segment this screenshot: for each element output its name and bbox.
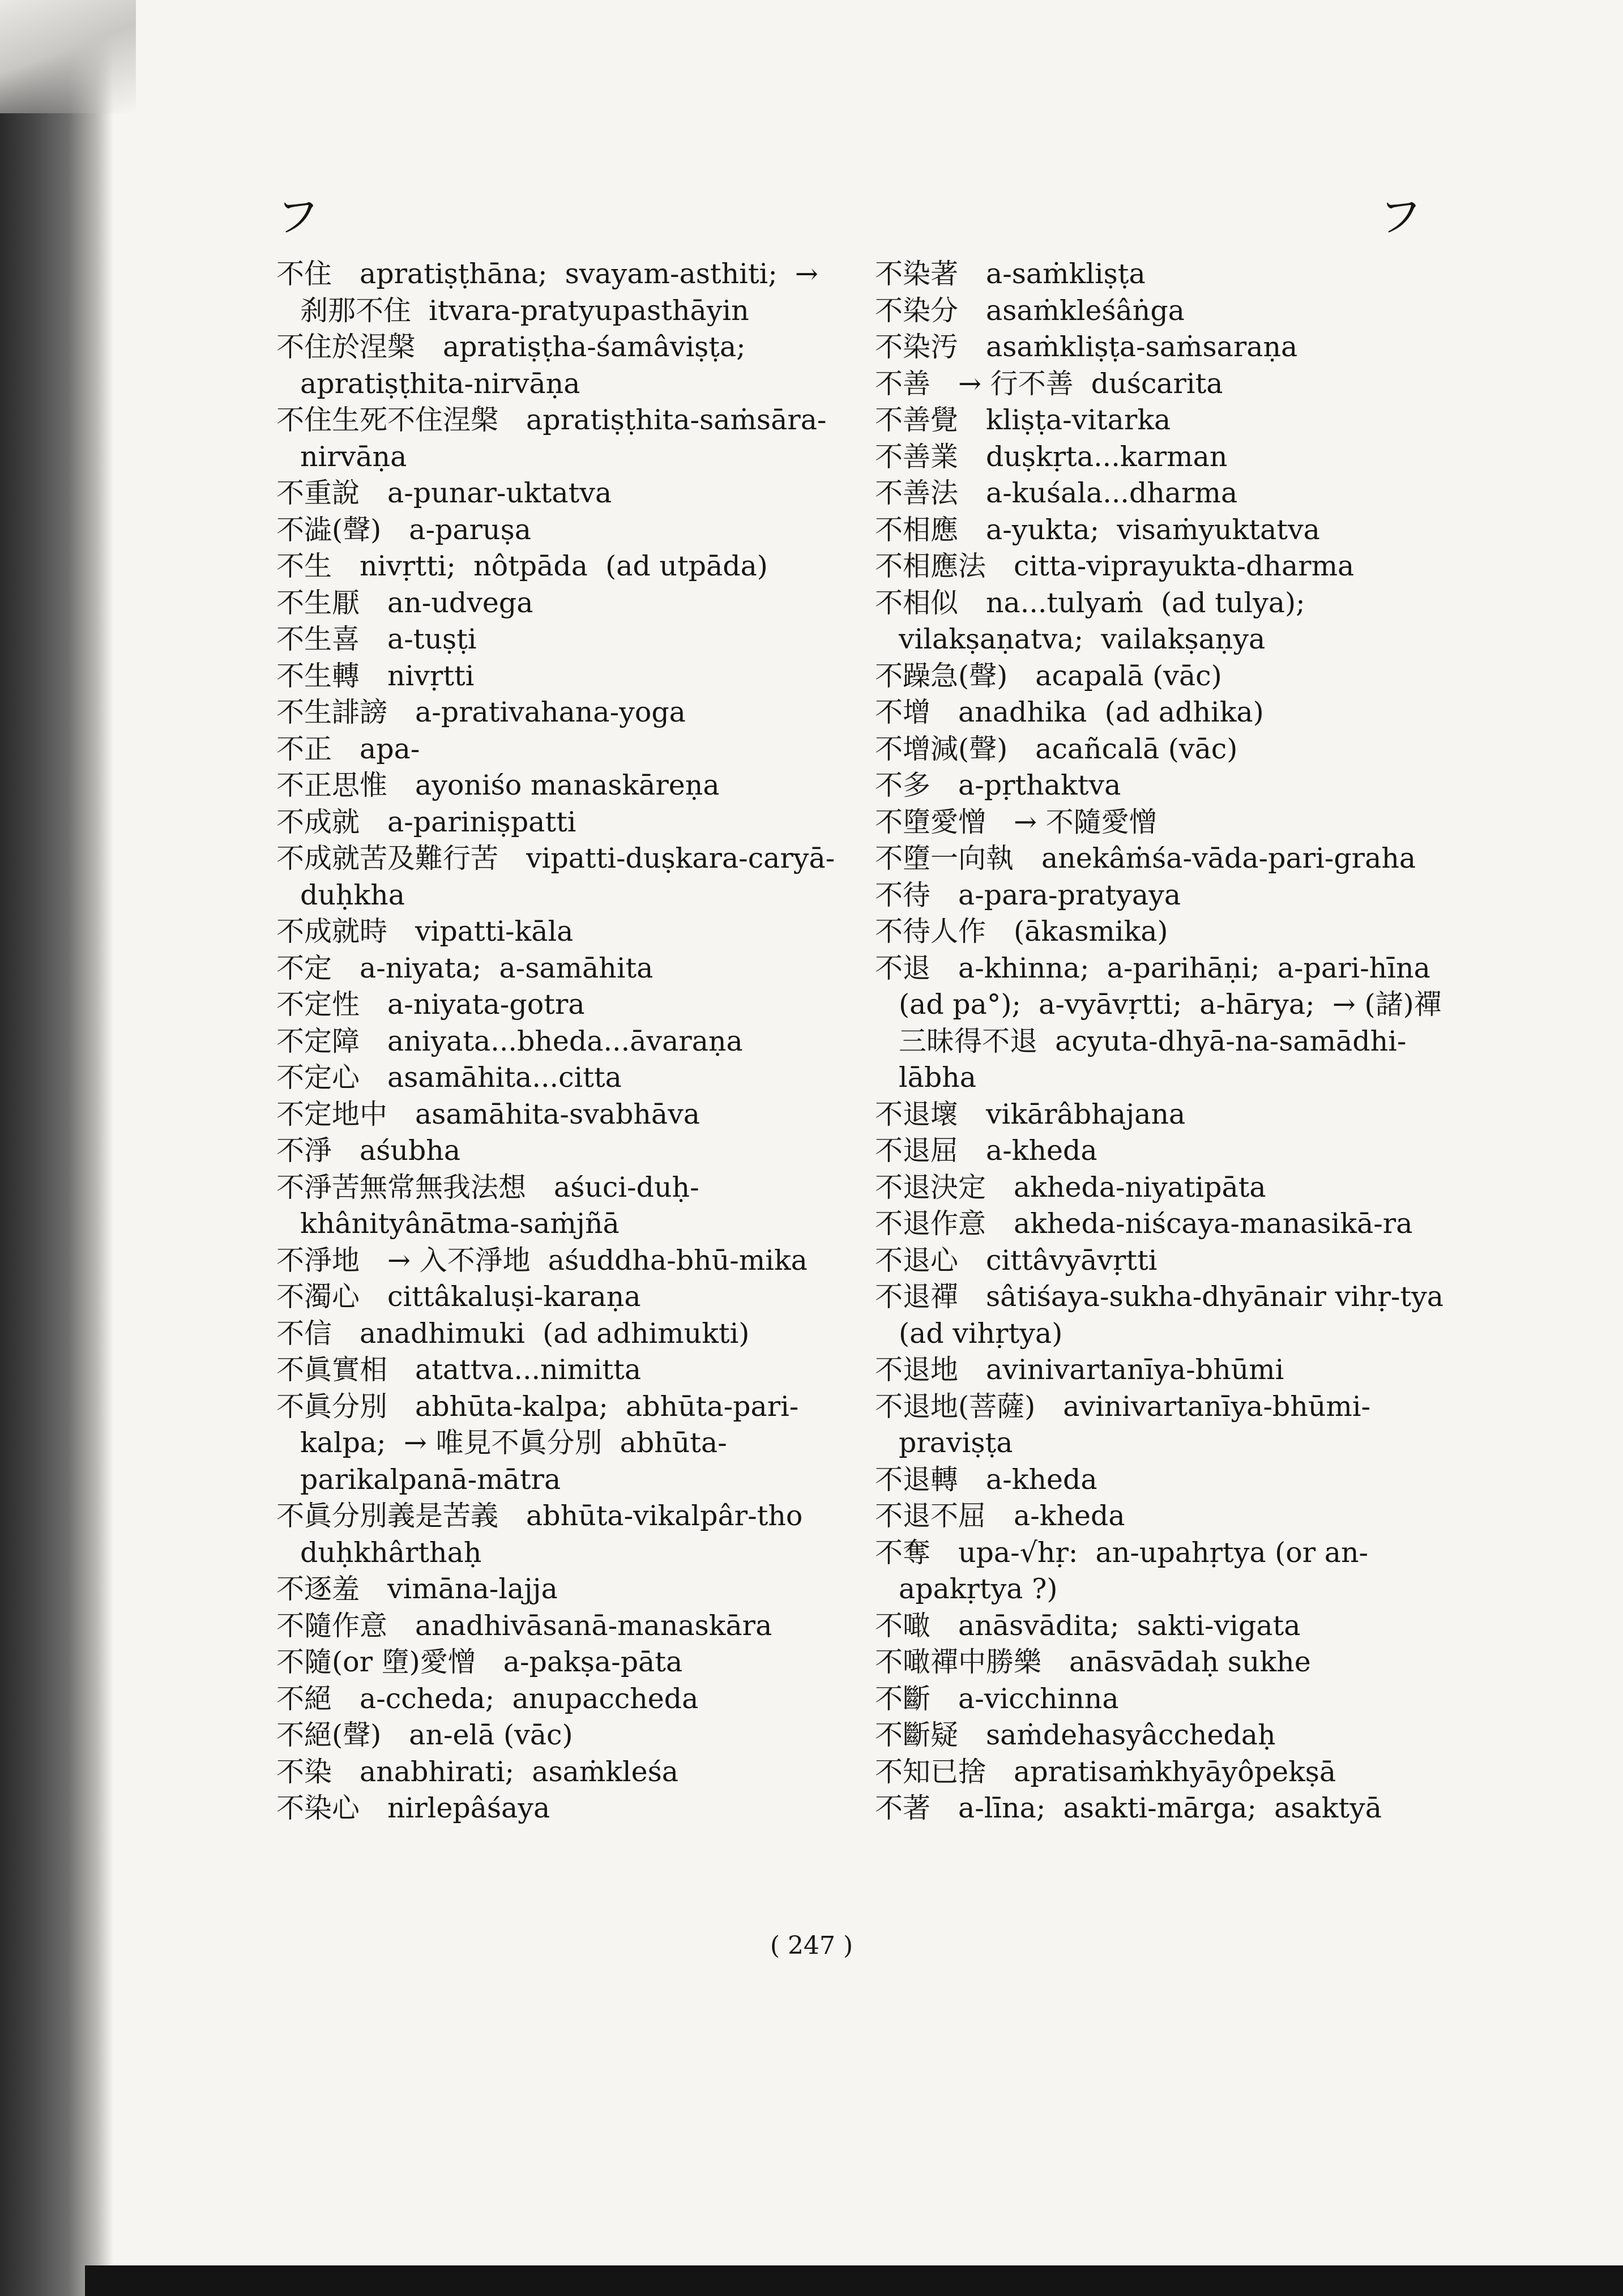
- dictionary-entry: 不生喜 a-tuṣṭi: [276, 623, 477, 655]
- dictionary-entry: 不澁(聲) a-paruṣa: [276, 513, 531, 546]
- dictionary-entry: 不退不屈 a-kheda: [875, 1500, 1125, 1532]
- dictionary-entry: 不生厭 an-udvega: [276, 586, 533, 619]
- dictionary-entry: 不退地 avinivartanīya-bhūmi: [875, 1354, 1284, 1386]
- right-column: [875, 256, 1453, 1827]
- dictionary-entry: 不定 a-niyata; a-samāhita: [276, 951, 654, 984]
- dictionary-entry: 不定障 aniyata...bheda...āvaraṇa: [276, 1025, 743, 1057]
- scan-corner-highlight: [0, 0, 136, 113]
- dictionary-entry: 不善覺 kliṣṭa-vitarka: [875, 404, 1171, 436]
- dictionary-entry: 不噉 anāsvādita; sakti-vigata: [875, 1609, 1301, 1642]
- dictionary-entry: 不善業 duṣkṛta...karman: [875, 440, 1228, 473]
- dictionary-entry: 不善 → 行不善 duścarita: [875, 367, 1223, 400]
- dictionary-entry: 不奪 upa-√hṛ: an-upahṛtya (or an-apakṛtya ?): [875, 1536, 1369, 1605]
- dictionary-entry: 不濁心 cittâkaluṣi-karaṇa: [276, 1281, 641, 1313]
- dictionary-entry: 不眞分別 abhūta-kalpa; abhūta-pari-kalpa; → 唯見不眞分別 abhūta-parikalpanā-mātra: [276, 1390, 799, 1496]
- dictionary-entry: 不待人作 (ākasmika): [875, 915, 1168, 948]
- dictionary-entry: 不正 apa-: [276, 732, 420, 765]
- dictionary-entry: 不退地(菩薩) avinivartanīya-bhūmi-praviṣṭa: [875, 1390, 1371, 1459]
- dictionary-entry: 不定性 a-niyata-gotra: [276, 988, 585, 1021]
- dictionary-entry: 不退決定 akheda-niyatipāta: [875, 1171, 1266, 1204]
- dictionary-entry: 不成就苦及難行苦 vipatti-duṣkara-caryā-duḥkha: [276, 842, 835, 911]
- dictionary-entry: 不退轉 a-kheda: [875, 1463, 1097, 1496]
- dictionary-entry: 不增減(聲) acañcalā (vāc): [875, 732, 1238, 765]
- dictionary-entry: 不定心 asamāhita...citta: [276, 1061, 622, 1094]
- dictionary-entry: 不噉禪中勝樂 anāsvādaḥ sukhe: [875, 1646, 1311, 1678]
- page-number: ( 247 ): [770, 1931, 853, 1960]
- dictionary-entry: 不退心 cittâvyāvṛtti: [875, 1244, 1158, 1277]
- dictionary-entry: 不淨苦無常無我法想 aśuci-duḥ-khânityânātma-saṁjñā: [276, 1171, 699, 1240]
- dictionary-entry: 不染心 nirlepâśaya: [276, 1792, 550, 1824]
- dictionary-entry: 不墮愛憎 → 不隨愛憎: [875, 805, 1157, 838]
- dictionary-entry: 不住 apratiṣṭhāna; svayam-asthiti; → 刹那不住 itvara-pratyupasthāyin: [276, 258, 827, 327]
- dictionary-entry: 不染分 asaṁkleśâṅga: [875, 294, 1185, 327]
- dictionary-entry: 不眞實相 atattva...nimitta: [276, 1354, 642, 1386]
- dictionary-entry: 不退壞 vikārâbhajana: [875, 1098, 1186, 1130]
- dictionary-entry: 不信 anadhimuki (ad adhimukti): [276, 1317, 750, 1350]
- dictionary-entry: 不成就 a-pariniṣpatti: [276, 805, 576, 838]
- dictionary-entry: 不多 a-pṛthaktva: [875, 769, 1121, 801]
- dictionary-entry: 不生 nivṛtti; nôtpāda (ad utpāda): [276, 550, 768, 582]
- dictionary-entry: 不染 anabhirati; asaṁkleśa: [276, 1755, 678, 1788]
- dictionary-entry: 不退屈 a-kheda: [875, 1134, 1097, 1167]
- dictionary-entry: 不染汚 asaṁkliṣṭa-saṁsaraṇa: [875, 331, 1298, 363]
- dictionary-entry: 不斷 a-vicchinna: [875, 1682, 1119, 1715]
- dictionary-entry: 不相似 na...tulyaṁ (ad tulya); vilakṣaṇatva; vailakṣaṇya: [875, 586, 1323, 655]
- left-kana-header: フ: [276, 191, 319, 242]
- dictionary-entry: 不眞分別義是苦義 abhūta-vikalpâr-tho duḥkhârthaḥ: [276, 1500, 812, 1569]
- dictionary-entry: 不絕(聲) an-elā (vāc): [276, 1719, 573, 1751]
- dictionary-entry: 不成就時 vipatti-kāla: [276, 915, 574, 948]
- dictionary-entry: 不淨 aśubha: [276, 1134, 461, 1167]
- scan-bottom-edge: [85, 2265, 1623, 2296]
- dictionary-entry: 不躁急(聲) acapalā (vāc): [875, 659, 1222, 692]
- dictionary-entry: 不生誹謗 a-prativahana-yoga: [276, 696, 686, 728]
- dictionary-entry: 不增 anadhika (ad adhika): [875, 696, 1264, 728]
- dictionary-entry: 不正思惟 ayoniśo manaskāreṇa: [276, 769, 720, 801]
- dictionary-entry: 不隨(or 墮)愛憎 a-pakṣa-pāta: [276, 1646, 683, 1678]
- dictionary-entry: 不隨作意 anadhivāsanā-manaskāra: [276, 1609, 772, 1642]
- dictionary-entry: 不住於涅槃 apratiṣṭha-śamâviṣṭa; apratiṣṭhita-nirvāṇa: [276, 331, 763, 400]
- dictionary-entry: 不淨地 → 入不淨地 aśuddha-bhū-mika: [276, 1244, 808, 1277]
- dictionary-entry: 不退禪 sâtiśaya-sukha-dhyānair vihṛ-tya (ad vihṛtya): [875, 1281, 1453, 1350]
- dictionary-entry: 不待 a-para-pratyaya: [875, 878, 1181, 911]
- dictionary-entry: 不定地中 asamāhita-svabhāva: [276, 1098, 701, 1130]
- dictionary-entry: 不斷疑 saṁdehasyâcchedaḥ: [875, 1719, 1276, 1751]
- dictionary-entry: 不染著 a-saṁkliṣṭa: [875, 258, 1146, 290]
- dictionary-entry: 不退 a-khinna; a-parihāṇi; a-pari-hīna (ad pa°); a-vyāvṛtti; a-hārya; → (諸)禪三昧得不退 acyuta-dhyā-na-samādhi-lābha: [875, 951, 1442, 1094]
- dictionary-entry: 不善法 a-kuśala...dharma: [875, 477, 1238, 509]
- dictionary-entry: 不知已捨 apratisaṁkhyāyôpekṣā: [875, 1755, 1336, 1788]
- left-column: [276, 256, 843, 1827]
- dictionary-entry: 不墮一向執 anekâṁśa-vāda-pari-graha: [875, 842, 1416, 874]
- dictionary-entry: 不絕 a-ccheda; anupaccheda: [276, 1682, 699, 1715]
- dictionary-entry: 不相應 a-yukta; visaṁyuktatva: [875, 513, 1320, 546]
- dictionary-entry: 不生轉 nivṛtti: [276, 659, 475, 692]
- dictionary-entry: 不退作意 akheda-niścaya-manasikā-ra: [875, 1207, 1413, 1240]
- dictionary-entry: 不著 a-līna; asakti-mārga; asaktyā: [875, 1792, 1382, 1824]
- right-kana-header: フ: [1379, 191, 1422, 242]
- dictionary-entry: 不住生死不住涅槃 apratiṣṭhita-saṁsāra-nirvāṇa: [276, 404, 827, 473]
- dictionary-entry: 不重說 a-punar-uktatva: [276, 477, 612, 509]
- dictionary-entry: 不逐羞 vimāna-lajja: [276, 1573, 558, 1605]
- dictionary-entry: 不相應法 citta-viprayukta-dharma: [875, 550, 1355, 582]
